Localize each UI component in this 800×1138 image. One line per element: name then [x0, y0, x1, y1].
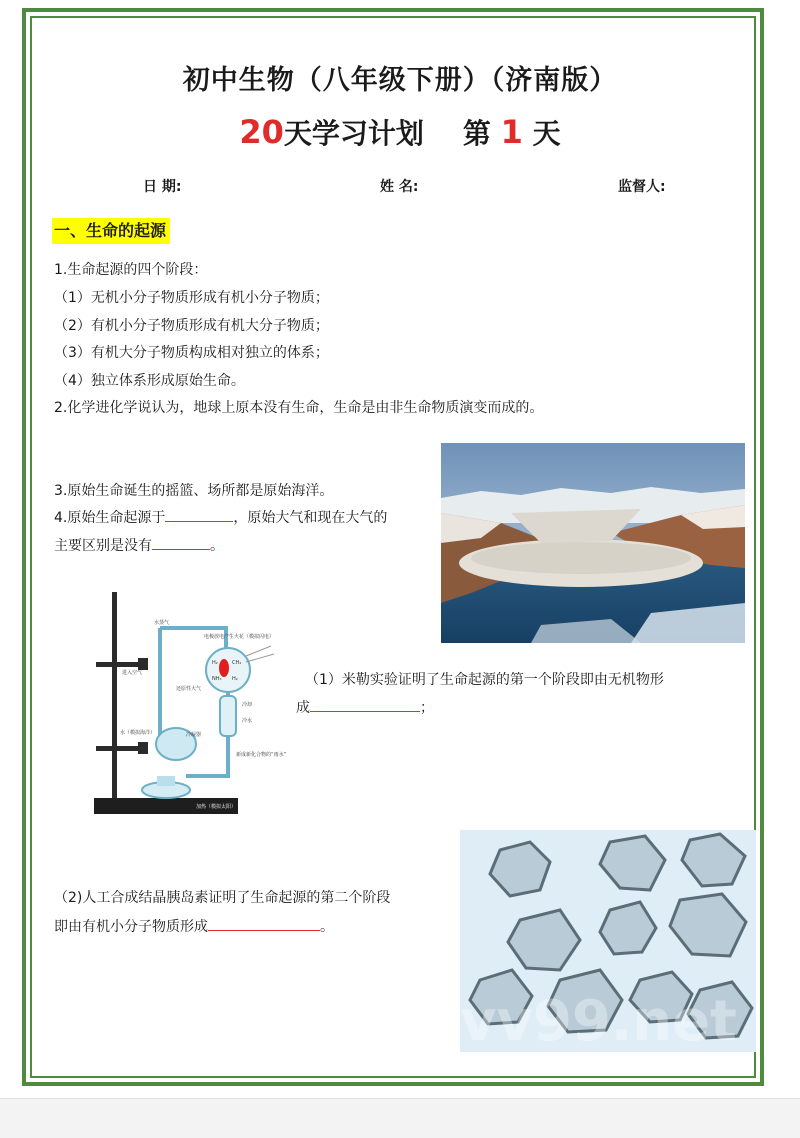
label-condenser: 冷凝器	[186, 732, 202, 738]
day-suffix: 天	[532, 117, 561, 150]
label-cool-water: 冷水	[242, 718, 253, 724]
date-label: 日 期:	[143, 179, 182, 195]
label-heating: 加热（模拟太阳）	[196, 804, 237, 810]
list-item: 2.化学进化学说认为，地球上原本没有生命，生命是由非生命物质演变而成的。	[54, 400, 544, 416]
supervisor-label: 监督人:	[618, 179, 666, 195]
plan-days-number: 20	[239, 113, 284, 151]
question-4-line-2: 主要区别是没有 。	[54, 538, 224, 554]
label-steam: 水蒸气	[154, 620, 170, 626]
day-prefix: 第	[462, 117, 491, 150]
list-item: （3）有机大分子物质构成相对独立的体系；	[54, 345, 329, 361]
fill-blank[interactable]	[152, 549, 210, 550]
label-gas: H₂	[212, 660, 218, 666]
miller-apparatus-diagram	[86, 586, 286, 820]
study-plan-heading	[0, 112, 800, 152]
label-gas: NH₃	[212, 676, 222, 682]
label-electrode: 电极放电产生火花（模拟闪电）	[204, 634, 275, 640]
miller-question-line-2: 成 ；	[296, 700, 434, 716]
list-item: 1.生命起源的四个阶段：	[54, 262, 208, 278]
label-reducing-atm: 还原性大气	[176, 686, 202, 692]
list-item: （4）独立体系形成原始生命。	[54, 373, 245, 389]
insulin-question-line-2: 即由有机小分子物质形成 。	[54, 919, 334, 935]
question-4-line-1: 4.原始生命起源于 ，原始大气和现在大气的	[54, 510, 388, 526]
label-new-compounds: 新成新化合物的“雨水”	[236, 752, 286, 758]
watermark: vv99.net	[460, 989, 737, 1052]
list-item: （2）有机小分子物质形成有机大分子物质；	[54, 318, 329, 334]
glacier-photo	[441, 443, 745, 643]
label-cool-a: 冷却	[242, 702, 253, 708]
label-air-in: 进入空气	[122, 670, 143, 676]
page-title: 初中生物（八年级下册）（济南版）	[182, 65, 618, 96]
label-gas: CH₄	[232, 660, 242, 666]
fill-blank[interactable]	[208, 930, 320, 931]
list-item: （1）无机小分子物质形成有机小分子物质；	[54, 290, 329, 306]
insulin-crystals-photo	[460, 830, 756, 1052]
name-label: 姓 名:	[380, 179, 419, 195]
fill-blank[interactable]	[165, 521, 233, 522]
section-heading: 一、生命的起源	[52, 218, 170, 244]
page-gap	[0, 1098, 800, 1138]
label-gas: H₂	[232, 676, 238, 682]
day-number: 1	[500, 113, 523, 151]
list-item: 3.原始生命诞生的摇篮、场所都是原始海洋。	[54, 483, 334, 499]
insulin-question-line-1: （2)人工合成结晶胰岛素证明了生命起源的第二个阶段	[54, 890, 391, 906]
plan-text: 天学习计划	[283, 117, 424, 150]
miller-question-line-1: （1）米勒实验证明了生命起源的第一个阶段即由无机物形	[305, 672, 664, 688]
label-water-ocean: 水（模拟海洋）	[120, 730, 156, 736]
fill-blank[interactable]	[310, 711, 420, 712]
